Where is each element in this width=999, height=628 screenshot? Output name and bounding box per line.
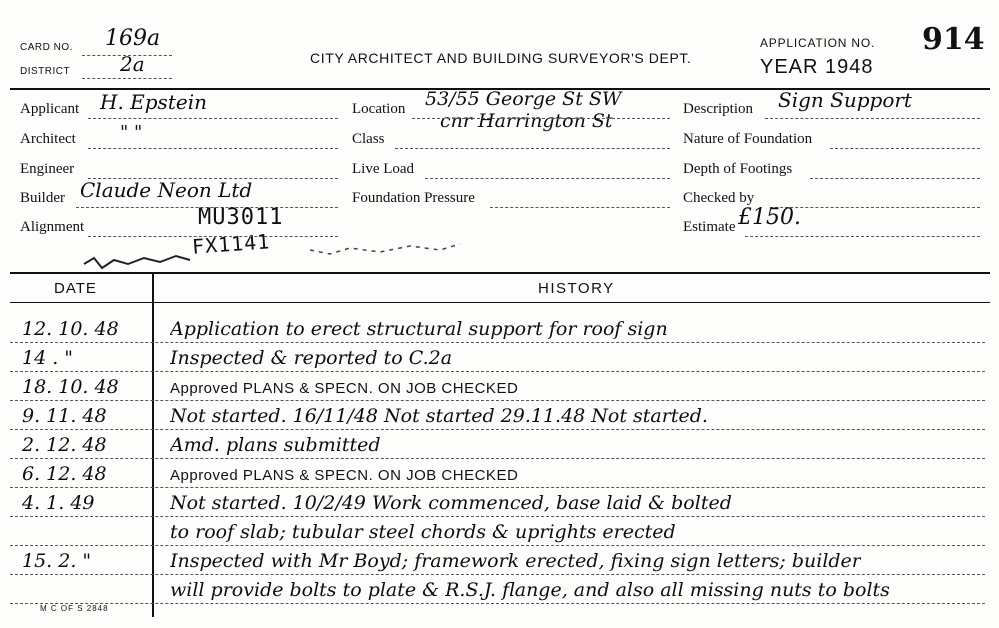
depth-label: Depth of Footings (683, 161, 793, 177)
alignment-extra: FX1141 (191, 229, 271, 259)
description-label: Description (683, 101, 753, 117)
builder-label: Builder (20, 190, 65, 206)
location-value-1: 53/55 George St SW (425, 88, 622, 110)
checked-line (770, 207, 980, 208)
history-row-line (10, 458, 985, 459)
liveload-line (425, 178, 670, 179)
history-date: 2. 12. 48 (22, 434, 107, 456)
application-label: APPLICATION NO. (760, 36, 876, 50)
history-entry: Inspected & reported to C.2a (170, 347, 453, 369)
location-label: Location (352, 101, 406, 117)
history-row-line (10, 371, 985, 372)
card-no-value: 169a (105, 26, 161, 51)
date-header: DATE (54, 280, 97, 297)
application-number: 914 (922, 22, 985, 57)
description-value: Sign Support (778, 88, 912, 112)
history-header: HISTORY (538, 280, 615, 297)
history-entry: to roof slab; tubular steel chords & uprights erected (170, 521, 676, 543)
history-entry: Not started. 16/11/48 Not started 29.11.48 Not started. (170, 405, 708, 427)
architect-line (88, 148, 338, 149)
applicant-value: H. Epstein (100, 90, 207, 114)
liveload-label: Live Load (352, 161, 415, 177)
district-value: 2a (120, 52, 145, 76)
location-line (412, 118, 670, 119)
history-row-line (10, 429, 985, 430)
history-date: 12. 10. 48 (22, 318, 119, 340)
depth-line (810, 178, 980, 179)
architect-value: " " (120, 122, 143, 143)
history-entry: Not started. 10/2/49 Work commenced, base laid & bolted (170, 492, 732, 514)
foundation-pressure-label: Foundation Pressure (352, 190, 475, 206)
history-row-line (10, 400, 985, 401)
history-date: 6. 12. 48 (22, 463, 107, 485)
nature-line (830, 148, 980, 149)
district-line (82, 78, 172, 79)
foundation-pressure-line (490, 207, 670, 208)
location-value-2: cnr Harrington St (440, 110, 613, 132)
checked-label: Checked by (683, 190, 755, 206)
description-line (765, 118, 980, 119)
district-label: DISTRICT (20, 66, 71, 77)
date-column-divider (152, 272, 154, 617)
history-date: 4. 1. 49 (22, 492, 95, 514)
nature-label: Nature of Foundation (683, 131, 813, 147)
applicant-label: Applicant (20, 101, 80, 117)
class-label: Class (352, 131, 385, 147)
history-entry: Application to erect structural support for roof sign (170, 318, 668, 340)
history-entry: Amd. plans submitted (170, 434, 381, 456)
history-entry: Approved PLANS & SPECN. ON JOB CHECKED (170, 467, 519, 484)
estimate-value: £150. (738, 205, 801, 230)
estimate-line (745, 236, 980, 237)
engineer-label: Engineer (20, 161, 75, 177)
alignment-value: MU3011 (198, 205, 284, 230)
history-row-line (10, 545, 985, 546)
applicant-line (88, 118, 338, 119)
history-row-line (10, 487, 985, 488)
history-row-line (10, 516, 985, 517)
history-row-line (10, 603, 985, 604)
history-date: 15. 2. " (22, 550, 92, 572)
history-top-border (10, 272, 990, 274)
department-title: CITY ARCHITECT AND BUILDING SURVEYOR'S DEPT. (310, 50, 692, 66)
history-entry: will provide bolts to plate & R.S.J. flange, and also all missing nuts to bolts (170, 579, 890, 601)
history-row-line (10, 574, 985, 575)
card-no-label: CARD NO. (20, 42, 73, 53)
builder-value: Claude Neon Ltd (80, 178, 253, 202)
history-date: 14 . " (22, 347, 74, 369)
scribble-mark (80, 230, 500, 275)
history-date: 18. 10. 48 (22, 376, 119, 398)
history-entry: Inspected with Mr Boyd; framework erected, fixing sign letters; builder (170, 550, 861, 572)
history-date: 9. 11. 48 (22, 405, 107, 427)
history-entry: Approved PLANS & SPECN. ON JOB CHECKED (170, 380, 519, 397)
architect-label: Architect (20, 131, 76, 147)
class-line (395, 148, 670, 149)
history-row-line (10, 342, 985, 343)
form-code: M C OF S 2848 (40, 604, 109, 613)
history-header-divider (10, 302, 990, 303)
year-label: YEAR 1948 (760, 56, 874, 78)
estimate-label: Estimate (683, 219, 736, 235)
alignment-label: Alignment (20, 219, 85, 235)
